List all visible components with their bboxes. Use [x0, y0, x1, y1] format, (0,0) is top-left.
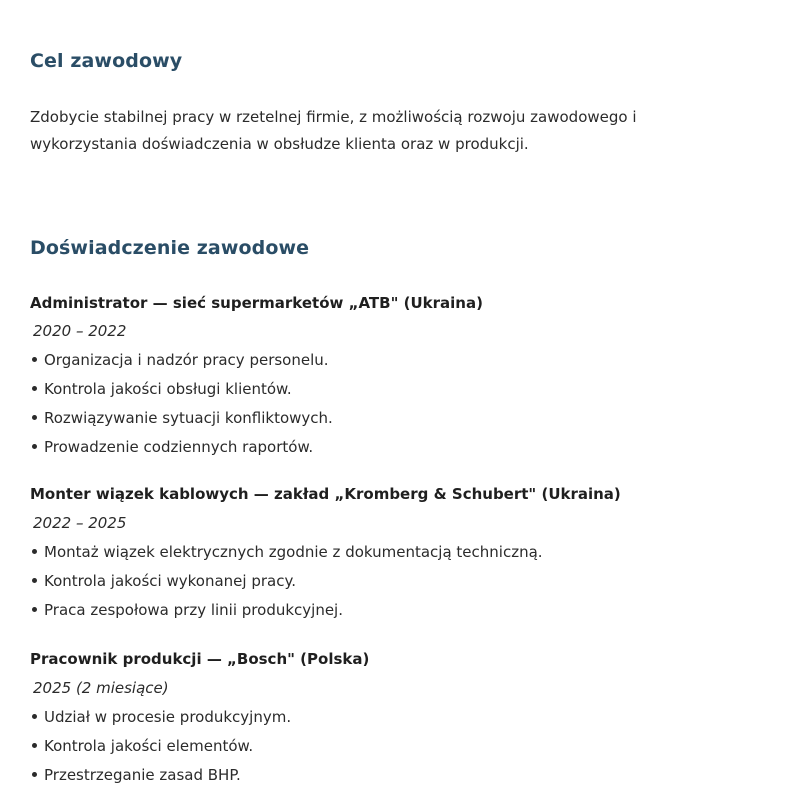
job-dates: 2022 – 2025: [33, 514, 127, 532]
duty-item: [32, 732, 291, 761]
bullet-icon: [32, 549, 37, 554]
duty-item: [32, 433, 333, 462]
cv-page: [30, 0, 790, 800]
duty-text: Rozwiązywanie sytuacji konfliktowych.: [44, 409, 333, 427]
objective-line: Zdobycie stabilnej pracy w rzetelnej firmie, z możliwością rozwoju zawodowego i: [30, 108, 637, 126]
duty-item: [32, 761, 291, 790]
duty-item: [32, 538, 543, 567]
duty-text: Praca zespołowa przy linii produkcyjnej.: [44, 601, 343, 619]
duty-item: [32, 567, 543, 596]
duty-text: Przestrzeganie zasad BHP.: [44, 766, 241, 784]
job-dates: 2020 – 2022: [33, 322, 127, 340]
job-duties-list: [32, 346, 333, 462]
duty-text: Prowadzenie codziennych raportów.: [44, 438, 314, 456]
bullet-icon: [32, 357, 37, 362]
objective-heading: Cel zawodowy: [30, 50, 183, 72]
job-title: Pracownik produkcji — „Bosch" (Polska): [30, 650, 370, 668]
bullet-icon: [32, 386, 37, 391]
duty-item: [32, 596, 543, 625]
job-duties-list: [32, 703, 291, 790]
job-title: Monter wiązek kablowych — zakład „Kromberg & Schubert" (Ukraina): [30, 485, 621, 503]
duty-text: Montaż wiązek elektrycznych zgodnie z dokumentacją techniczną.: [44, 543, 543, 561]
duty-item: [32, 375, 333, 404]
bullet-icon: [32, 743, 37, 748]
duty-text: Udział w procesie produkcyjnym.: [44, 708, 292, 726]
duty-item: [32, 346, 333, 375]
duty-text: Organizacja i nadzór pracy personelu.: [44, 351, 329, 369]
job-dates: 2025 (2 miesiące): [33, 679, 169, 697]
duty-text: Kontrola jakości wykonanej pracy.: [44, 572, 296, 590]
bullet-icon: [32, 607, 37, 612]
duty-text: Kontrola jakości elementów.: [44, 737, 254, 755]
duty-item: [32, 703, 291, 732]
bullet-icon: [32, 578, 37, 583]
objective-text: [30, 104, 770, 158]
job-title: Administrator — sieć supermarketów „ATB" (Ukraina): [30, 294, 483, 312]
bullet-icon: [32, 772, 37, 777]
duty-item: [32, 404, 333, 433]
duty-text: Kontrola jakości obsługi klientów.: [44, 380, 292, 398]
bullet-icon: [32, 444, 37, 449]
objective-line: wykorzystania doświadczenia w obsłudze klienta oraz w produkcji.: [30, 135, 529, 153]
job-duties-list: [32, 538, 543, 625]
bullet-icon: [32, 415, 37, 420]
experience-heading: Doświadczenie zawodowe: [30, 237, 310, 259]
bullet-icon: [32, 714, 37, 719]
